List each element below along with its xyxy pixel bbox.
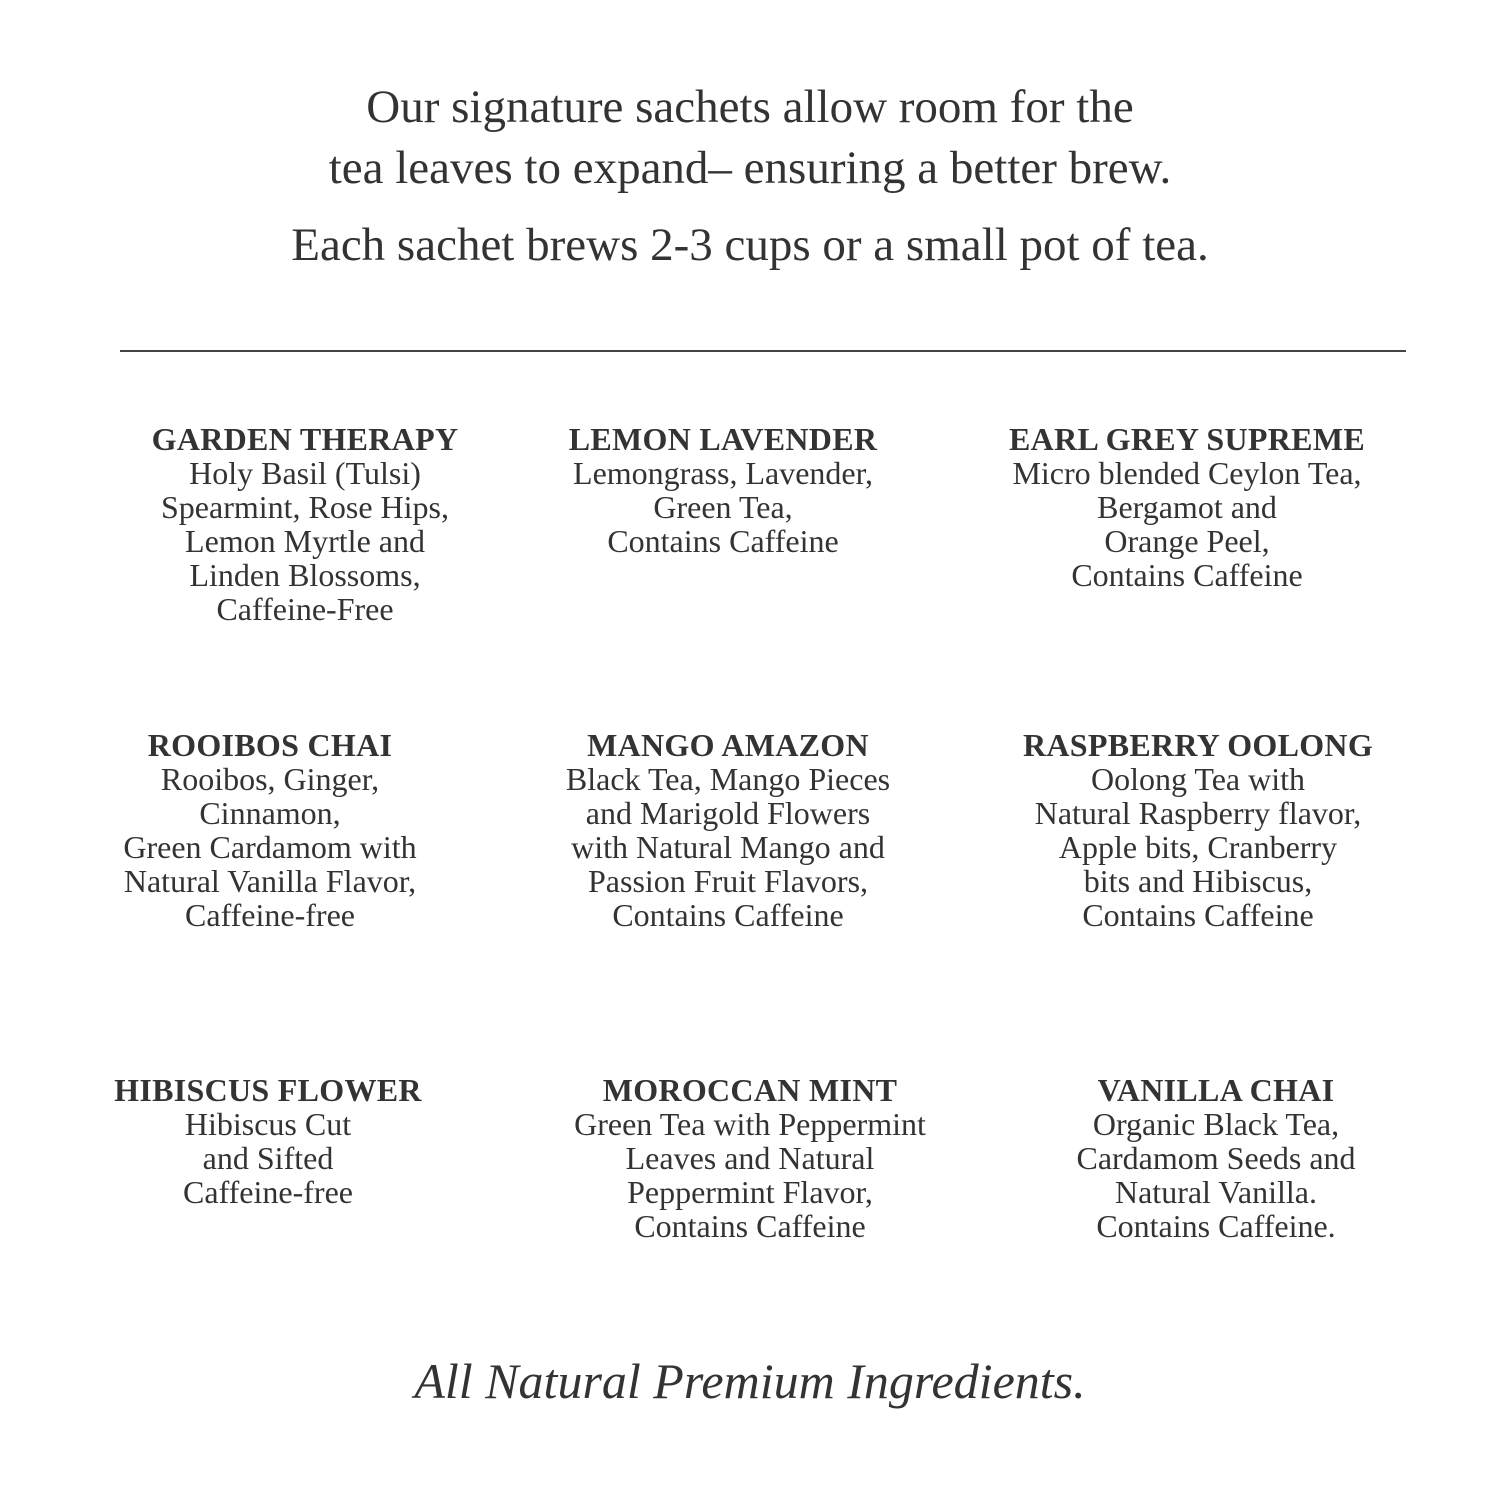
blend-ingredient-line: Black Tea, Mango Pieces	[565, 761, 891, 797]
blend-ingredient-line: and Marigold Flowers	[585, 795, 871, 831]
blend-name: GARDEN THERAPY	[151, 421, 459, 457]
blend-ingredient-line: Leaves and Natural	[625, 1140, 875, 1176]
blend-garden-therapy	[75, 422, 535, 626]
blend-ingredient-line: Apple bits, Cranberry	[1058, 829, 1338, 865]
blend-name: MOROCCAN MINT	[602, 1072, 898, 1108]
blend-ingredient-line: Peppermint Flavor,	[627, 1174, 873, 1210]
blend-earl-grey-supreme	[957, 422, 1417, 592]
blend-ingredient-line: Cardamom Seeds and	[1076, 1140, 1356, 1176]
blend-raspberry-oolong	[968, 728, 1428, 932]
blend-ingredient-line: Natural Vanilla Flavor,	[123, 863, 417, 899]
blend-name: EARL GREY SUPREME	[1009, 421, 1365, 457]
blend-hibiscus-flower	[38, 1073, 498, 1209]
blend-ingredient-line: Contains Caffeine	[1082, 897, 1314, 933]
blend-ingredient-line: Orange Peel,	[1104, 523, 1270, 559]
blend-ingredient-line: Lemon Myrtle and	[185, 523, 425, 559]
blend-ingredient-line: Rooibos, Ginger,	[160, 761, 380, 797]
footer-tagline: All Natural Premium Ingredients.	[414, 1353, 1086, 1409]
blend-ingredient-line: Bergamot and	[1097, 489, 1277, 525]
blend-rooibos-chai	[40, 728, 500, 932]
blend-ingredient-line: Green Cardamom with	[123, 829, 417, 865]
blend-ingredient-line: Holy Basil (Tulsi)	[189, 455, 421, 491]
blend-ingredient-line: Contains Caffeine	[612, 897, 844, 933]
blend-vanilla-chai	[986, 1073, 1446, 1243]
intro-line-1: Our signature sachets allow room for the	[366, 81, 1134, 133]
blend-ingredient-line: Caffeine-free	[185, 897, 355, 933]
blend-ingredient-line: Contains Caffeine.	[1096, 1208, 1336, 1244]
intro-line-3: Each sachet brews 2-3 cups or a small pot of tea.	[291, 219, 1209, 271]
divider	[120, 350, 1406, 352]
blend-ingredient-line: Hibiscus Cut	[184, 1106, 352, 1142]
blend-ingredient-line: Oolong Tea with	[1090, 761, 1306, 797]
blend-ingredient-line: Cinnamon,	[199, 795, 341, 831]
blend-ingredient-line: Contains Caffeine	[634, 1208, 866, 1244]
blend-ingredient-line: Linden Blossoms,	[189, 557, 421, 593]
blend-ingredient-line: Caffeine-Free	[216, 591, 394, 627]
blend-ingredient-line: Natural Vanilla.	[1114, 1174, 1317, 1210]
blend-lemon-lavender	[493, 422, 953, 558]
blend-ingredient-line: Spearmint, Rose Hips,	[161, 489, 449, 525]
blend-ingredient-line: bits and Hibiscus,	[1083, 863, 1313, 899]
blend-moroccan-mint	[520, 1073, 980, 1243]
blend-name: LEMON LAVENDER	[568, 421, 878, 457]
blend-ingredient-line: Green Tea,	[653, 489, 793, 525]
blend-ingredient-line: Contains Caffeine	[1071, 557, 1303, 593]
blend-name: RASPBERRY OOLONG	[1022, 727, 1374, 763]
blend-ingredient-line: Natural Raspberry flavor,	[1034, 795, 1362, 831]
blend-ingredient-line: Green Tea with Peppermint	[574, 1106, 926, 1142]
blend-ingredient-line: and Sifted	[202, 1140, 334, 1176]
blend-ingredient-line: Organic Black Tea,	[1092, 1106, 1340, 1142]
blend-ingredient-line: Contains Caffeine	[607, 523, 839, 559]
blend-ingredient-line: Micro blended Ceylon Tea,	[1012, 455, 1362, 491]
blend-ingredient-line: Lemongrass, Lavender,	[573, 455, 873, 491]
blend-name: MANGO AMAZON	[587, 727, 869, 763]
blend-name: HIBISCUS FLOWER	[114, 1072, 422, 1108]
blend-name: VANILLA CHAI	[1097, 1072, 1335, 1108]
intro-line-2: tea leaves to expand– ensuring a better brew.	[328, 142, 1172, 194]
blend-name: ROOIBOS CHAI	[147, 727, 393, 763]
blend-ingredient-line: Passion Fruit Flavors,	[587, 863, 869, 899]
blend-ingredient-line: with Natural Mango and	[571, 829, 885, 865]
blend-mango-amazon	[498, 728, 958, 932]
blend-ingredient-line: Caffeine-free	[183, 1174, 353, 1210]
